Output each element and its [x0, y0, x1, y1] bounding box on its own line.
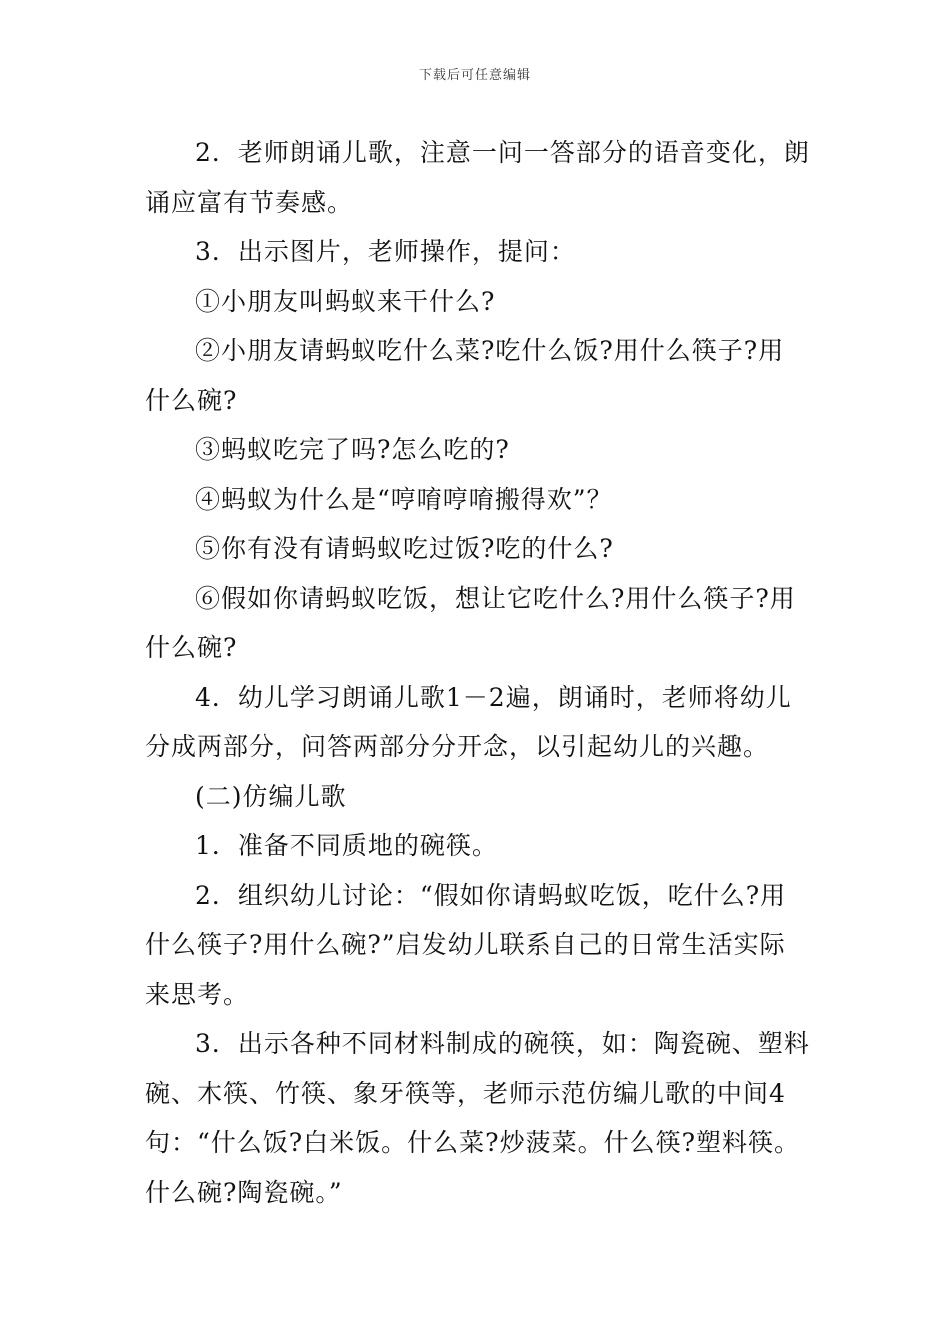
- paragraph-prep-2: 2．组织幼儿讨论：“假如你请蚂蚁吃饭，吃什么?用什么筷子?用什么碗?”启发幼儿联系自己的日常生活实际来思考。: [145, 880, 787, 1009]
- paragraph-step-3: 3．出示图片，老师操作，提问：: [195, 237, 576, 266]
- paragraph-prep-3: 3．出示各种不同材料制成的碗筷，如：陶瓷碗、塑料碗、木筷、竹筷、象牙筷等，老师示范仿编儿歌的中间4句：“什么饭?白米饭。什么菜?炒菠菜。什么筷?塑料筷。什么碗?陶瓷碗。”: [145, 1029, 810, 1207]
- document-body: [145, 128, 810, 1217]
- question-2: ②小朋友请蚂蚁吃什么菜?吃什么饭?用什么筷子?用什么碗?: [145, 336, 785, 415]
- page-header: 下载后可任意编辑: [418, 68, 531, 83]
- section-heading: (二)仿编儿歌: [195, 781, 347, 811]
- paragraph-prep-1: 1．准备不同质地的碗筷。: [195, 831, 498, 860]
- paragraph-step-2: 2．老师朗诵儿歌，注意一问一答部分的语音变化，朗诵应富有节奏感。: [145, 138, 810, 217]
- question-4: ④蚂蚁为什么是“哼唷哼唷搬得欢”？: [195, 484, 613, 514]
- paragraph-step-4: 4．幼儿学习朗诵儿歌1－2遍，朗诵时，老师将幼儿分成两部分，问答两部分分开念，以引起幼儿的兴趣。: [145, 682, 792, 761]
- question-5: ⑤你有没有请蚂蚁吃过饭?吃的什么?: [195, 534, 614, 563]
- question-3: ③蚂蚁吃完了吗?怎么吃的?: [195, 435, 510, 464]
- question-6: ⑥假如你请蚂蚁吃饭，想让它吃什么?用什么筷子?用什么碗?: [145, 583, 796, 662]
- question-1: ①小朋友叫蚂蚁来干什么?: [195, 286, 496, 316]
